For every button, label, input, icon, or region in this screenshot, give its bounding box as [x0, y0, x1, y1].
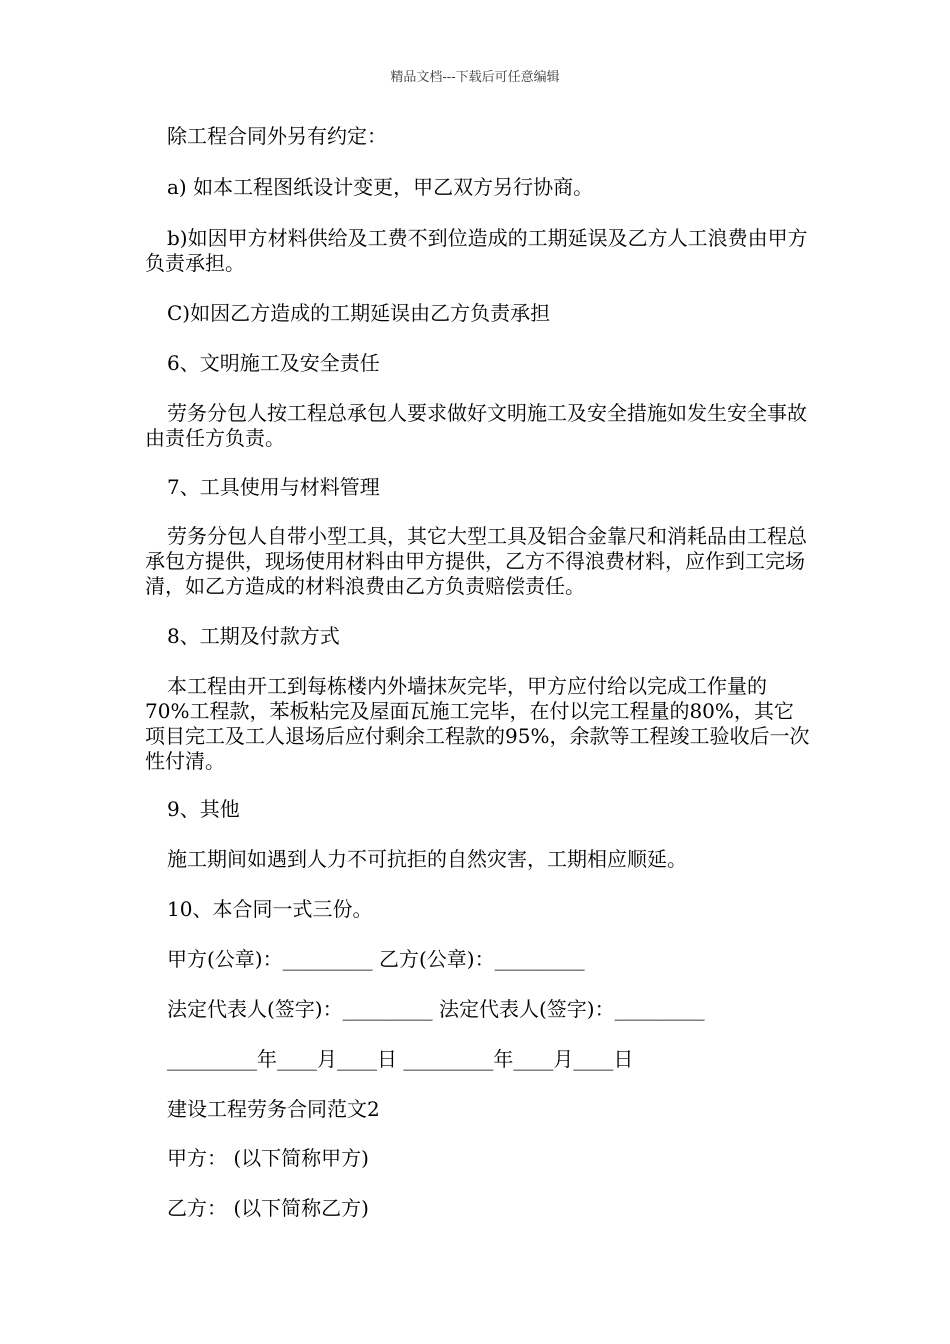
section-10: 10、本合同一式三份。	[167, 897, 373, 921]
clause-intro: 除工程合同外另有约定：	[167, 124, 387, 148]
section-9-body: 施工期间如遇到人力不可抗拒的自然灾害，工期相应顺延。	[167, 847, 687, 871]
date-line: _________年____月____日 _________年____月____日	[167, 1047, 634, 1071]
party-b-line: 乙方： (以下简称乙方)	[167, 1196, 369, 1220]
section-8-heading: 8、工期及付款方式	[167, 624, 340, 648]
signature-line: 法定代表人(签字)：_________ 法定代表人(签字)：_________	[167, 997, 705, 1021]
section-6-body: 劳务分包人按工程总承包人要求做好文明施工及安全措施如发生安全事故由责任方负责。	[145, 401, 807, 450]
section-9-heading: 9、其他	[167, 797, 240, 821]
seal-line: 甲方(公章)：_________ 乙方(公章)：_________	[167, 947, 585, 971]
contract-title-2: 建设工程劳务合同范文2	[167, 1097, 380, 1121]
clause-c: C)如因乙方造成的工期延误由乙方负责承担	[167, 301, 551, 325]
section-8-body: 本工程由开工到每栋楼内外墙抹灰完毕，甲方应付给以完成工作量的70%工程款，苯板粘完及屋面瓦施工完毕，在付以完工程量的80%，其它项目完工及工人退场后应付剩余工程款的95%，余款等工程竣工验收后一次性付清。	[145, 674, 810, 773]
section-7-body: 劳务分包人自带小型工具，其它大型工具及铝合金靠尺和消耗品由工程总承包方提供，现场使用材料由甲方提供，乙方不得浪费材料，应作到工完场清，如乙方造成的材料浪费由乙方负责赔偿责任。	[145, 524, 807, 598]
party-a-line: 甲方： (以下简称甲方)	[167, 1146, 369, 1170]
section-6-heading: 6、文明施工及安全责任	[167, 351, 380, 375]
page-header: 精品文档---下载后可任意编辑	[390, 70, 560, 85]
section-7-heading: 7、工具使用与材料管理	[167, 475, 380, 499]
clause-b: b)如因甲方材料供给及工费不到位造成的工期延误及乙方人工浪费由甲方负责承担。	[145, 226, 808, 275]
clause-a: a) 如本工程图纸设计变更，甲乙双方另行协商。	[167, 175, 594, 199]
